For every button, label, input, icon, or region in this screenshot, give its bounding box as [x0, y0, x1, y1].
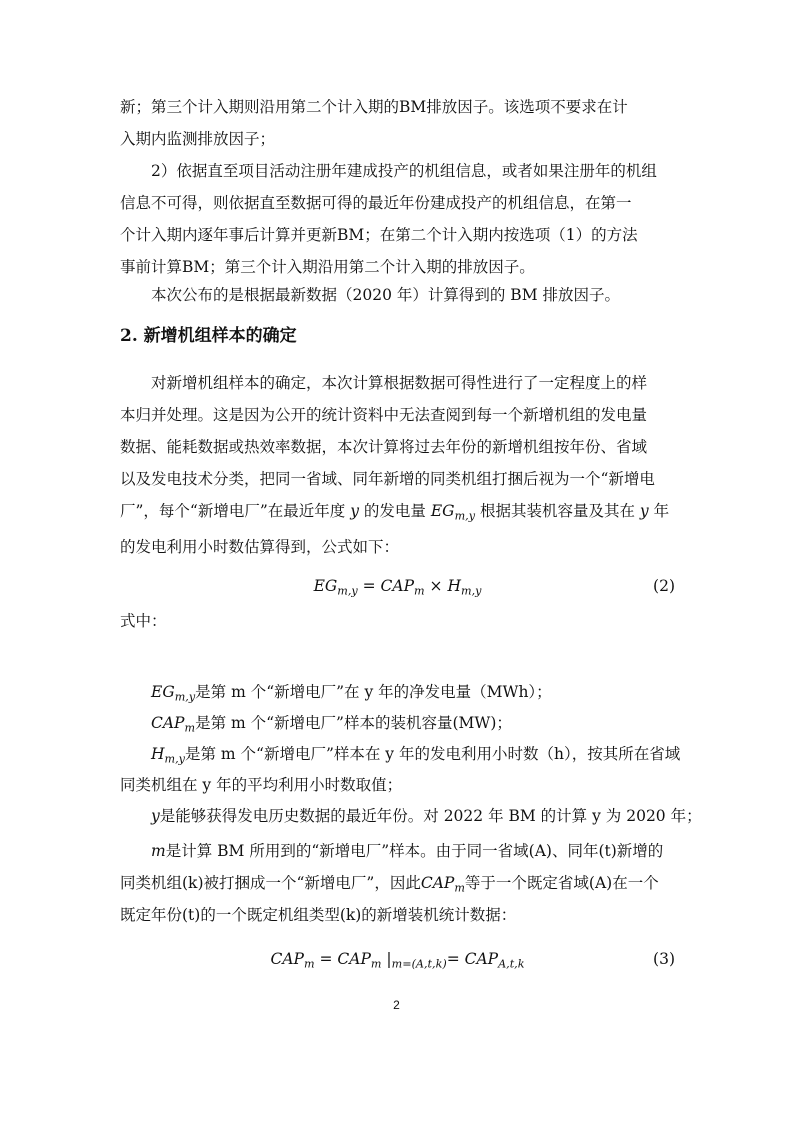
definition-text: 是能够获得发电历史数据的最近年份。对 2022 年 BM 的计算 y 为 2020 年； [159, 807, 702, 825]
definition-text: 是第 m 个“新增电厂”在 y 年的净发电量（MWh）； [195, 683, 552, 701]
text-line: 式中： [120, 612, 167, 630]
math-symbol: y [151, 807, 160, 825]
text-line: 本次公布的是根据最新数据（2020 年）计算得到的 BM 排放因子。 [151, 286, 620, 304]
text-line: 个计入期内逐年事后计算并更新BM；在第二个计入期内按选项（1）的方法 [120, 226, 638, 244]
definition-text: 是计算 BM 所用到的“新增电厂”样本。由于同一省域(A)、同年(t)新增的 [165, 842, 664, 860]
text-segment: 等于一个既定省域(A)在一个 [464, 874, 659, 892]
text-segment: 年 [653, 502, 670, 520]
text-line: 信息不可得，则依据直至数据可得的最近年份建成投产的机组信息，在第一 [120, 194, 632, 212]
text-line: 事前计算BM；第三个计入期沿用第二个计入期的排放因子。 [120, 258, 535, 276]
math-symbol: $EG_{m,y}$ [430, 502, 475, 523]
text-segment: 厂”，每个“新增电厂”在最近年度 [120, 502, 346, 520]
text-line: 对新增机组样本的确定，本次计算根据数据可得性进行了一定程度上的样 [151, 374, 648, 392]
definition-line [151, 835, 706, 867]
text-line: 本归并处理。这是因为公开的统计资料中无法查阅到每一个新增机组的发电量 [120, 406, 648, 424]
definition-line [151, 800, 706, 832]
equation-formula: $EG_{m,y} = CAP_m \times H_{m,y}$ [313, 577, 482, 598]
text-line: 同类机组在 y 年的平均利用小时数取值； [120, 776, 403, 794]
page-number: 2 [393, 998, 400, 1012]
math-symbol: $H_{m,y}$ [151, 745, 185, 766]
math-symbol: $CAP_m$ [151, 714, 196, 735]
equation-number: (2) [653, 577, 675, 595]
equation-number: (3) [653, 950, 675, 968]
text-segment: 根据其装机容量及其在 [479, 502, 635, 520]
text-line: 新；第三个计入期则沿用第二个计入期的BM排放因子。该选项不要求在计 [120, 98, 628, 116]
text-line: 2）依据直至项目活动注册年建成投产的机组信息，或者如果注册年的机组 [151, 162, 657, 180]
text-segment: 的发电量 [363, 502, 426, 520]
math-symbol: $CAP_m$ [420, 874, 465, 895]
text-line [120, 495, 675, 532]
math-symbol: y [350, 502, 364, 520]
math-symbol: $EG_{m,y}$ [151, 683, 196, 704]
text-line: 以及发电技术分类，把同一省域、同年新增的同类机组打捆后视为一个“新增电 [120, 470, 655, 488]
definition-text: 是第 m 个“新增电厂”样本在 y 年的发电利用小时数（h），按其所在省域 [184, 745, 681, 763]
equation-formula: $CAP_m = CAP_m$ $|_{m=(A,t,k)}= CAP_{A,t,k}$ [270, 950, 525, 971]
text-segment: 同类机组(k)被打捆成一个“新增电厂”，因此 [120, 874, 421, 892]
definition-text: 是第 m 个“新增电厂”样本的装机容量(MW)； [195, 714, 512, 732]
text-line: 的发电利用小时数估算得到，公式如下： [120, 538, 400, 556]
math-symbol: m [151, 842, 166, 860]
text-line: 数据、能耗数据或热效率数据，本次计算将过去年份的新增机组按年份、省域 [120, 438, 648, 456]
text-line: 既定年份(t)的一个既定机组类型(k)的新增装机统计数据： [120, 906, 517, 924]
text-line: 入期内监测排放因子； [120, 130, 276, 148]
math-symbol: y [639, 502, 654, 520]
section-heading: 2. 新增机组样本的确定 [120, 326, 297, 346]
